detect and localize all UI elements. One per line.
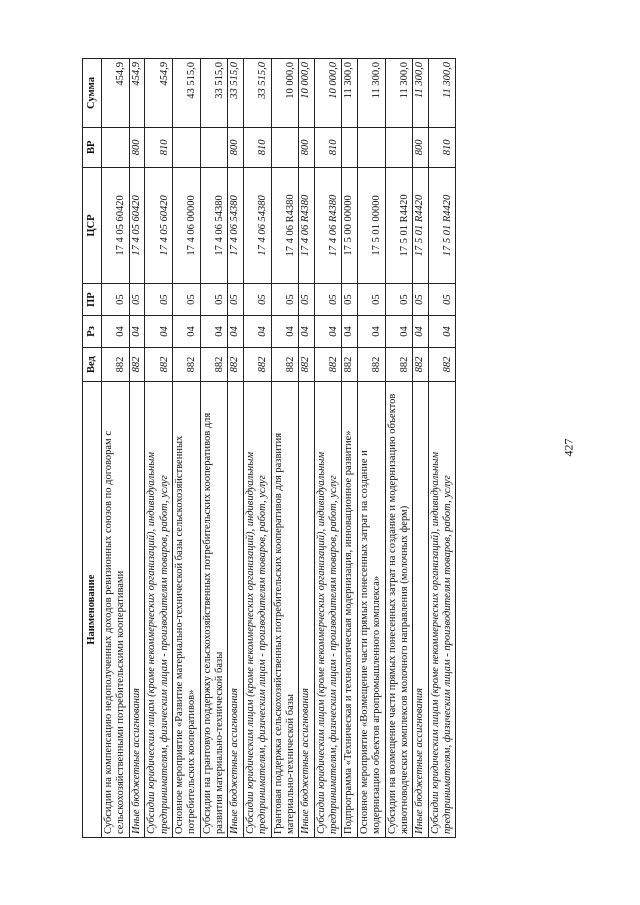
cell-name: Иные бюджетные ассигнования xyxy=(299,382,314,838)
cell-sum: 33 515,0 xyxy=(228,59,243,128)
table-row xyxy=(129,59,144,838)
cell-vr xyxy=(385,127,413,167)
cell-csr: 17 5 01 00000 xyxy=(357,167,385,284)
cell-name: Субсидии на компенсацию недополученных доходов ревизионных союзов по договорам с сельскохозяйственными потребительскими кооперативами xyxy=(102,382,130,838)
cell-vr xyxy=(271,127,299,167)
cell-rz: 04 xyxy=(200,316,228,348)
cell-name: Субсидии юридическим лицам (кроме некоммерческих организаций), индивидуальным предпринимателям, физическим лицам - производителям товаров, работ, услуг xyxy=(314,382,342,838)
cell-vr: 810 xyxy=(314,127,342,167)
rotated-table-container xyxy=(82,58,552,838)
cell-csr: 17 4 05 60420 xyxy=(102,167,130,284)
cell-ved: 882 xyxy=(357,347,385,381)
cell-pr: 05 xyxy=(172,284,200,316)
header-pr: ПР xyxy=(83,284,102,316)
cell-rz: 04 xyxy=(385,316,413,348)
cell-pr: 05 xyxy=(385,284,413,316)
cell-name: Грантовая поддержка сельскохозяйственных потребительских кооперативов для развития материально-технической базы xyxy=(271,382,299,838)
cell-sum: 43 515,0 xyxy=(172,59,200,128)
cell-csr: 17 5 01 R4420 xyxy=(385,167,413,284)
header-ved: Вед xyxy=(83,347,102,381)
header-csr: ЦСР xyxy=(83,167,102,284)
budget-table xyxy=(82,58,456,838)
cell-name: Субсидии на грантовую поддержку сельскохозяйственных потребительских кооперативов для развития материально-технической базы xyxy=(200,382,228,838)
table-row xyxy=(145,59,173,838)
cell-rz: 04 xyxy=(129,316,144,348)
cell-rz: 04 xyxy=(314,316,342,348)
cell-vr: 800 xyxy=(228,127,243,167)
cell-vr xyxy=(342,127,357,167)
table-row xyxy=(428,59,456,838)
cell-ved: 882 xyxy=(129,347,144,381)
table-row xyxy=(342,59,357,838)
cell-ved: 882 xyxy=(413,347,428,381)
cell-sum: 10 000,0 xyxy=(314,59,342,128)
cell-rz: 04 xyxy=(342,316,357,348)
cell-vr: 810 xyxy=(243,127,271,167)
cell-pr: 05 xyxy=(271,284,299,316)
cell-sum: 33 515,0 xyxy=(243,59,271,128)
cell-pr: 05 xyxy=(102,284,130,316)
cell-vr xyxy=(200,127,228,167)
cell-pr: 05 xyxy=(243,284,271,316)
cell-vr xyxy=(102,127,130,167)
cell-ved: 882 xyxy=(314,347,342,381)
cell-rz: 04 xyxy=(145,316,173,348)
cell-ved: 882 xyxy=(172,347,200,381)
cell-name: Иные бюджетные ассигнования xyxy=(228,382,243,838)
cell-sum: 11 300,0 xyxy=(428,59,456,128)
cell-pr: 05 xyxy=(129,284,144,316)
cell-pr: 05 xyxy=(342,284,357,316)
cell-csr: 17 5 00 00000 xyxy=(342,167,357,284)
table-body xyxy=(102,59,456,838)
cell-ved: 882 xyxy=(428,347,456,381)
table-row xyxy=(357,59,385,838)
cell-sum: 10 000,0 xyxy=(271,59,299,128)
cell-csr: 17 4 06 00000 xyxy=(172,167,200,284)
cell-csr: 17 4 06 54380 xyxy=(243,167,271,284)
cell-sum: 454,9 xyxy=(129,59,144,128)
table-row xyxy=(200,59,228,838)
cell-ved: 882 xyxy=(342,347,357,381)
cell-name: Субсидии юридическим лицам (кроме некоммерческих организаций), индивидуальным предпринимателям, физическим лицам - производителям товаров, работ, услуг xyxy=(243,382,271,838)
table-row xyxy=(314,59,342,838)
cell-ved: 882 xyxy=(271,347,299,381)
cell-sum: 11 300,0 xyxy=(385,59,413,128)
cell-name: Субсидии юридическим лицам (кроме некоммерческих организаций), индивидуальным предпринимателям, физическим лицам - производителям товаров, работ, услуг xyxy=(145,382,173,838)
cell-pr: 05 xyxy=(357,284,385,316)
cell-sum: 10 000,0 xyxy=(299,59,314,128)
cell-name: Иные бюджетные ассигнования xyxy=(413,382,428,838)
cell-vr xyxy=(172,127,200,167)
cell-sum: 11 300,0 xyxy=(413,59,428,128)
cell-ved: 882 xyxy=(145,347,173,381)
cell-ved: 882 xyxy=(200,347,228,381)
page-number: 427 xyxy=(561,438,576,457)
cell-vr: 800 xyxy=(299,127,314,167)
header-sum: Сумма xyxy=(83,59,102,128)
cell-rz: 04 xyxy=(228,316,243,348)
cell-csr: 17 4 06 R4380 xyxy=(271,167,299,284)
cell-name: Основное мероприятие «Возмещение части прямых понесенных затрат на создание и модернизацию объектов агропромышленного комплекса» xyxy=(357,382,385,838)
cell-vr: 800 xyxy=(413,127,428,167)
header-vr: ВР xyxy=(83,127,102,167)
table-row xyxy=(102,59,130,838)
cell-sum: 454,9 xyxy=(145,59,173,128)
cell-sum: 33 515,0 xyxy=(200,59,228,128)
cell-rz: 04 xyxy=(243,316,271,348)
cell-rz: 04 xyxy=(271,316,299,348)
table-row xyxy=(243,59,271,838)
header-name: Наименование xyxy=(83,382,102,838)
cell-pr: 05 xyxy=(314,284,342,316)
table-header-row xyxy=(83,59,102,838)
cell-pr: 05 xyxy=(200,284,228,316)
cell-csr: 17 5 01 R4420 xyxy=(428,167,456,284)
cell-pr: 05 xyxy=(145,284,173,316)
cell-rz: 04 xyxy=(102,316,130,348)
cell-csr: 17 4 06 R4380 xyxy=(299,167,314,284)
cell-name: Подпрограмма «Техническая и технологическая модернизация, инновационное развитие» xyxy=(342,382,357,838)
cell-vr: 810 xyxy=(428,127,456,167)
table-row xyxy=(413,59,428,838)
cell-rz: 04 xyxy=(428,316,456,348)
cell-rz: 04 xyxy=(413,316,428,348)
header-rz: Рз xyxy=(83,316,102,348)
cell-csr: 17 4 05 60420 xyxy=(145,167,173,284)
cell-ved: 882 xyxy=(102,347,130,381)
cell-pr: 05 xyxy=(413,284,428,316)
cell-ved: 882 xyxy=(299,347,314,381)
cell-sum: 11 300,0 xyxy=(342,59,357,128)
cell-sum: 454,9 xyxy=(102,59,130,128)
table-row xyxy=(172,59,200,838)
cell-rz: 04 xyxy=(357,316,385,348)
cell-vr: 810 xyxy=(145,127,173,167)
cell-vr xyxy=(357,127,385,167)
table-row xyxy=(299,59,314,838)
cell-vr: 800 xyxy=(129,127,144,167)
cell-pr: 05 xyxy=(428,284,456,316)
cell-name: Основное мероприятие «Развитие материально-технической базы сельскохозяйственных потребительских кооперативов» xyxy=(172,382,200,838)
table-row xyxy=(228,59,243,838)
cell-name: Субсидии юридическим лицам (кроме некоммерческих организаций), индивидуальным предпринимателям, физическим лицам - производителям товаров, работ, услуг xyxy=(428,382,456,838)
cell-csr: 17 5 01 R4420 xyxy=(413,167,428,284)
cell-csr: 17 4 06 54380 xyxy=(228,167,243,284)
cell-csr: 17 4 06 54380 xyxy=(200,167,228,284)
cell-ved: 882 xyxy=(243,347,271,381)
cell-pr: 05 xyxy=(299,284,314,316)
cell-pr: 05 xyxy=(228,284,243,316)
cell-rz: 04 xyxy=(299,316,314,348)
table-row xyxy=(271,59,299,838)
cell-sum: 11 300,0 xyxy=(357,59,385,128)
cell-rz: 04 xyxy=(172,316,200,348)
cell-name: Иные бюджетные ассигнования xyxy=(129,382,144,838)
cell-name: Субсидии на возмещение части прямых понесенных затрат на создание и модернизацию объектов животноводческих комплексов молочного направления (молочных ферм) xyxy=(385,382,413,838)
cell-ved: 882 xyxy=(228,347,243,381)
cell-csr: 17 4 05 60420 xyxy=(129,167,144,284)
cell-csr: 17 4 06 R4380 xyxy=(314,167,342,284)
cell-ved: 882 xyxy=(385,347,413,381)
table-row xyxy=(385,59,413,838)
